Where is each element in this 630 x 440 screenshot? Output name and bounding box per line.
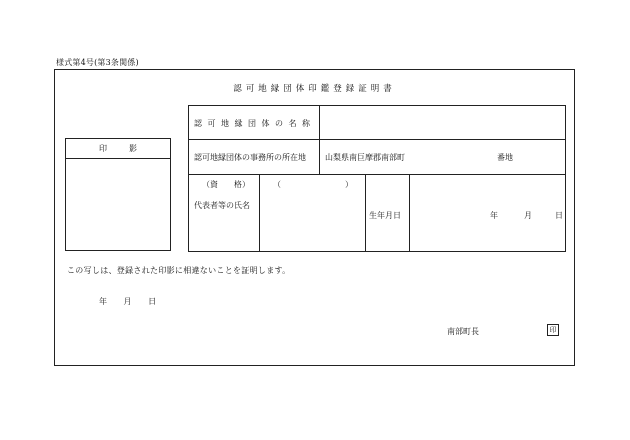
office-address-value: 山梨県南巨摩郡南部町 xyxy=(325,153,405,162)
column-divider xyxy=(409,174,410,252)
mayor-title: 南部町長 xyxy=(447,327,479,336)
representative-name-label: 代表者等の氏名 xyxy=(194,201,250,210)
seal-header: 印影 xyxy=(66,139,170,159)
row-divider xyxy=(189,139,565,140)
birth-year-unit: 年 xyxy=(490,211,498,220)
info-table xyxy=(188,105,566,252)
issue-date xyxy=(99,296,156,307)
birth-day-unit: 日 xyxy=(555,211,563,220)
official-seal-mark: 印 xyxy=(547,324,559,336)
qualification-label: （資 格） xyxy=(202,180,250,189)
office-address-label: 認可地縁団体の事務所の所在地 xyxy=(194,153,306,162)
certificate-frame xyxy=(54,69,575,366)
column-divider xyxy=(259,174,260,252)
birthdate-label: 生年月日 xyxy=(369,211,401,220)
seal-impression-box xyxy=(65,138,171,251)
issue-year-unit: 年 xyxy=(99,297,107,306)
column-divider xyxy=(365,174,366,252)
group-name-label: 認可地縁団体の名称 xyxy=(194,119,316,128)
issue-month-unit: 月 xyxy=(123,297,132,306)
birth-month-unit: 月 xyxy=(524,211,532,220)
row-divider xyxy=(189,174,565,175)
address-banchi-suffix: 番地 xyxy=(497,153,513,162)
certification-statement: この写しは、登録された印影に相違ないことを証明します。 xyxy=(67,266,291,275)
column-divider xyxy=(319,106,320,174)
issue-day-unit: 日 xyxy=(148,297,157,306)
qualification-paren-close: ） xyxy=(345,180,353,189)
qualification-paren-open: （ xyxy=(273,180,281,189)
certificate-title: 認可地縁団体印鑑登録証明書 xyxy=(233,84,396,94)
form-number-label: 様式第4号(第3条関係) xyxy=(56,58,139,67)
